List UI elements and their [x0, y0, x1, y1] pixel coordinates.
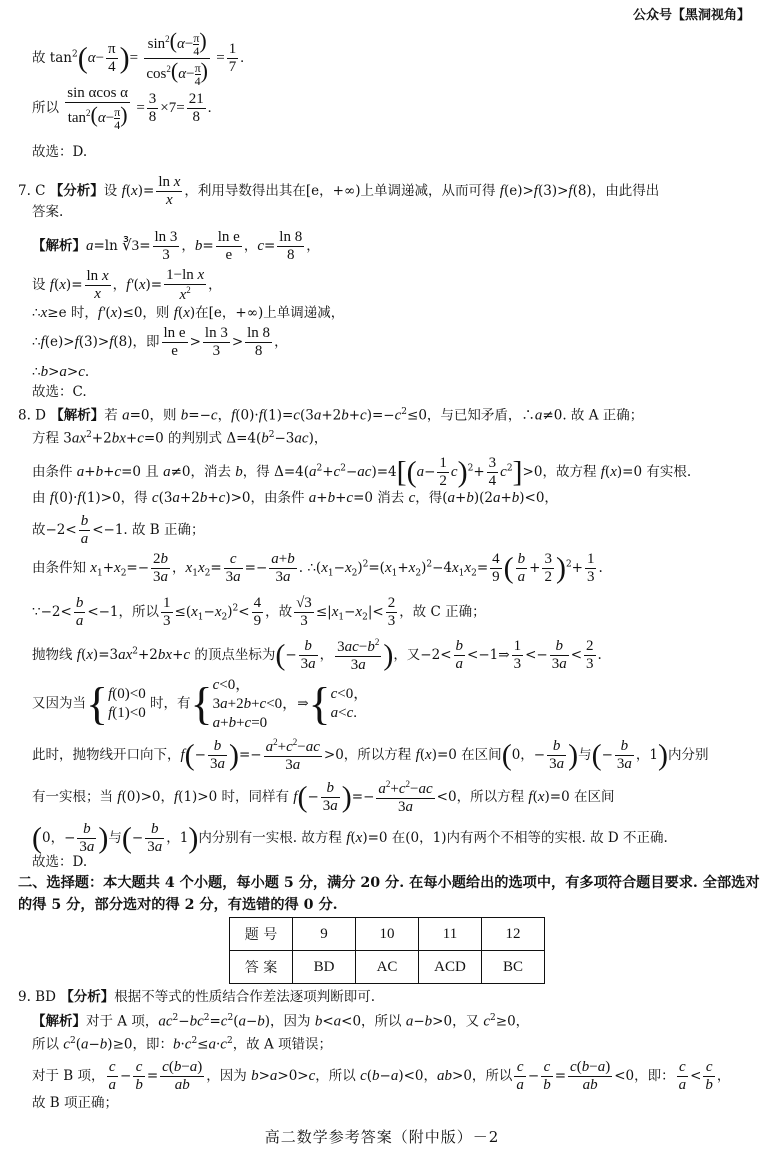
so-equation: 所以 sin αcos α $\tan^2(\alpha-$ $\frac{\pi}{4}$ ) = $\frac{3}{8}$ ×7= $\frac{21}{8}$ .: [32, 85, 212, 133]
q7-solution-4: ∴f(e)>f(3)>f(8)，即 $\frac{\text{ln e}}{e}$ > $\frac{\ln 3}{3}$ > $\frac{\ln 8}{8}$ ，: [32, 325, 288, 359]
page-footer: 高二数学参考答案（附中版）－2: [264, 1128, 500, 1146]
section2-heading-1: 二、选择题：本大题共 4 个小题，每小题 5 分，满分 20 分. 在每小题给出的选项中，有多项符合题目要求. 全部选对: [18, 875, 760, 891]
q7-answer-word: 答案.: [32, 204, 64, 220]
q8-line-3: 由条件 a+b+c=0 且 a≠0，消去 b，得 $\Delta=4(a^2+c^2-ac)=4[(a-$ $\frac{1}{2}$ c)$^2$+ $\frac{3}{4}$ $c^2]>0$，故方程 f(x)=0 有实根.: [32, 455, 692, 489]
choose-d-1: 故选：D.: [32, 144, 88, 160]
q9-line-4: 对于 B 项， $\frac{c}{a}$ − $\frac{c}{b}$ = $\frac{c(b-a)}{ab}$ ，因为 b>a>0>c，所以 c(b−a)<0，ab>0，所以 $\frac{c}{a}$ − $\frac{c}{b}$ = $\frac{c(b-a)}{ab}$ <0，即： $\frac{c}{a}$ < $\frac{c}{b}$ ，: [32, 1059, 731, 1093]
q8-line-12: (0，− $\frac{b}{3a}$ )与(− $\frac{b}{3a}$ ，1)内分别有一实根. 故方程 f(x)=0 在(0，1)内有两个不相等的实根. 故 D 不正确.: [32, 821, 668, 855]
table-cell-number: 11: [419, 918, 482, 951]
table-header-number: 题 号: [230, 918, 293, 951]
table-row-numbers: [230, 918, 545, 951]
q8-line-2: 方程 $3ax^2+2bx+c=0$ 的判别式 $\Delta=4(b^2-3ac)$，: [32, 430, 328, 447]
q8-choose: 故选：D.: [32, 854, 88, 870]
q9-line-1: 9. BD 【分析】根据不等式的性质结合作差法逐项判断即可.: [18, 989, 376, 1005]
q8-line-7: ∵−2< $\frac{b}{a}$ <−1，所以 $\frac{1}{3}$ $\le(x_1-x_2)^2<$ $\frac{4}{9}$ ，故 $\frac{√3}{3}$ $\le|x_1-x_2|<$ $\frac{2}{3}$ ，故 C 正确；: [32, 595, 486, 629]
q8-line-6: 由条件知 $x_1+x_2=-$ $\frac{2b}{3a}$ ，$x_1x_2=$ $\frac{c}{3a}$ =− $\frac{a+b}{3a}$ . $\therefore(x_1-x_2)^2=(x_1+x_2)^2-4x_1x_2=$ $\frac{4}{9}$ ( $\frac{b}{a}$ + $\frac{3}{2}$ )$^2$+ $\frac{1}{3}$ .: [32, 551, 603, 585]
table-cell-answer: BC: [482, 951, 545, 984]
tan-result-den: 7: [228, 59, 237, 76]
q7-solution-2: 设 f(x)= $\frac{\text{ln x}}{x}$ ，f′(x)= $\frac{\text{1−ln x}}{x^2}$ ，: [32, 267, 222, 303]
q7-choose: 故选：C.: [32, 384, 87, 400]
table-cell-number: 12: [482, 918, 545, 951]
q9-line-5: 故 B 项正确；: [32, 1095, 119, 1111]
q7-solution-1: 【解析】a=ln ∛3= $\frac{\ln 3}{3}$ ，b= $\frac{\text{ln e}}{e}$ ，c= $\frac{\ln 8}{8}$ ，: [32, 229, 320, 263]
q7-solution-3: ∴x≥e 时，f′(x)≤0，则 f(x)在[e，+∞)上单调递减，: [32, 305, 345, 321]
table-cell-answer: ACD: [419, 951, 482, 984]
q7-analysis: 7. C 【分析】设 f(x)= $\frac{\text{ln x}}{x}$ ，利用导数得出其在[e，+∞)上单调递减，从而可得 f(e)>f(3)>f(8)，由此得出: [18, 174, 660, 208]
tan-result-num: 1: [228, 41, 237, 58]
q8-line-5: 故−2< $\frac{b}{a}$ <−1. 故 B 正确；: [32, 513, 205, 547]
q7-solution-5: ∴b>a>c.: [32, 364, 90, 380]
answer-table: [229, 917, 545, 984]
q8-line-9: 又因为当{f(0)<0 f(1)<0 时，有{c<0， 3a+2b+c<0， a+b+c=0⇒{c<0， a<c.: [32, 677, 369, 731]
q9-line-3: 所以 $c^2(a-b)\ge 0$，即：$b\cdot c^2\le a\cdot c^2$，故 A 项错误；: [32, 1036, 333, 1053]
table-cell-answer: AC: [356, 951, 419, 984]
q8-line-4: 由 f(0)·f(1)>0，得 c(3a+2b+c)>0，由条件 a+b+c=0 消去 c，得(a+b)(2a+b)<0，: [32, 490, 558, 506]
so-num: sin αcos α: [67, 85, 129, 101]
section2-heading-2: 的得 5 分，部分选对的得 2 分，有选错的得 0 分.: [18, 897, 338, 913]
table-cell-number: 10: [356, 918, 419, 951]
table-cell-answer: BD: [293, 951, 356, 984]
header-tag: 公众号【黑洞视角】: [632, 8, 750, 23]
q8-line-10: 此时，抛物线开口向下，f(− $\frac{b}{3a}$ )=− $\frac{a^2+c^2-ac}{3a}$ >0，所以方程 f(x)=0 在区间(0，− $\frac{b}{3a}$ )与(− $\frac{b}{3a}$ ，1)内分别: [32, 737, 709, 773]
tan-equation: 故 $\tan^2(\alpha-$ $\frac{\pi}{4}$ )= $\sin^2(\alpha-$ $\frac{\pi}{4}$ ) $\cos^2(\alpha-$ $\frac{\pi}{4}$ ) = $\frac{1}{7}$ .: [32, 28, 244, 89]
table-cell-number: 9: [293, 918, 356, 951]
q8-line-11: 有一实根；当 f(0)>0，f(1)>0 时，同样有 f(− $\frac{b}{3a}$ )=− $\frac{a^2+c^2-ac}{3a}$ <0，所以方程 f(x)=0 在区间: [32, 779, 615, 815]
table-header-answer: 答 案: [230, 951, 293, 984]
q8-line-8: 抛物线 $f(x)=3ax^2+2bx+c$ 的顶点坐标为(− $\frac{b}{3a}$ ， $\frac{3ac-b^2}{3a}$ )，又−2< $\frac{b}{a}$ <−1⇒ $\frac{1}{3}$ <− $\frac{b}{3a}$ < $\frac{2}{3}$ .: [32, 637, 602, 673]
table-row-answers: [230, 951, 545, 984]
q8-line-1: 8. D 【解析】若 a=0，则 b=−c，$f(0)\cdot f(1)=c(3a+2b+c)=-c^2\le 0$，与已知矛盾，∴a≠0. 故 A 正确；: [18, 407, 644, 424]
q9-line-2: 【解析】对于 A 项，$ac^2-bc^2=c^2(a-b)$，因为 b<a<0，所以 a−b>0，又 $c^2\ge 0$，: [32, 1013, 530, 1030]
so-label: 所以: [32, 100, 59, 117]
